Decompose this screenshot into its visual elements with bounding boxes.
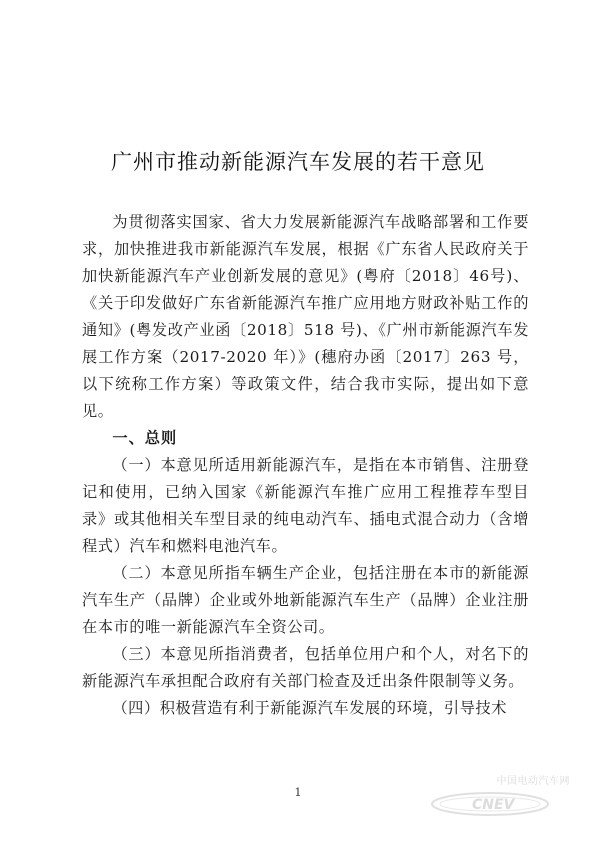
site-watermark	[420, 772, 570, 820]
page-number: 1	[294, 786, 302, 799]
intro-paragraph: 为贯彻落实国家、省大力发展新能源汽车战略部署和工作要求，加快推进我市新能源汽车发展，根据《广东省人民政府关于加快新能源汽车产业创新发展的意见》(粤府〔2018〕46号)、《关于印发做好广东省新能源汽车推广应用地方财政补贴工作的通知》(粤发改产业函〔2018〕518 号)、《广州市新能源汽车发展工作方案（2017-2020 年）》(穗府办函〔2017〕263 号，以下统称工作方案）等政策文件，结合我市实际，提出如下意见。	[82, 213, 529, 420]
section-heading-general: 一、总则	[112, 429, 178, 447]
watermark-site-text: 中国电动汽车网	[496, 776, 570, 787]
clause-2-paragraph: （二）本意见所指车辆生产企业，包括注册在本市的新能源汽车生产（品牌）企业或外地新能源汽车生产（品牌）企业注册在本市的唯一新能源汽车全资公司。	[82, 564, 529, 636]
clause-1-paragraph: （一）本意见所适用新能源汽车，是指在本市销售、注册登记和使用，已纳入国家《新能源汽车推广应用工程推荐车型目录》或其他相关车型目录的纯电动汽车、插电式混合动力（含增程式）汽车和燃料电池汽车。	[82, 456, 529, 555]
watermark-logo-text: CNEV	[472, 797, 515, 813]
document-body	[82, 209, 529, 722]
clause-4-paragraph: （四）积极营造有利于新能源汽车发展的环境，引导技术	[112, 699, 508, 717]
document-title: 广州市推动新能源汽车发展的若干意见	[111, 150, 485, 174]
clause-3-paragraph: （三）本意见所指消费者，包括单位用户和个人，对名下的新能源汽车承担配合政府有关部门检查及迁出条件限制等义务。	[82, 645, 529, 690]
